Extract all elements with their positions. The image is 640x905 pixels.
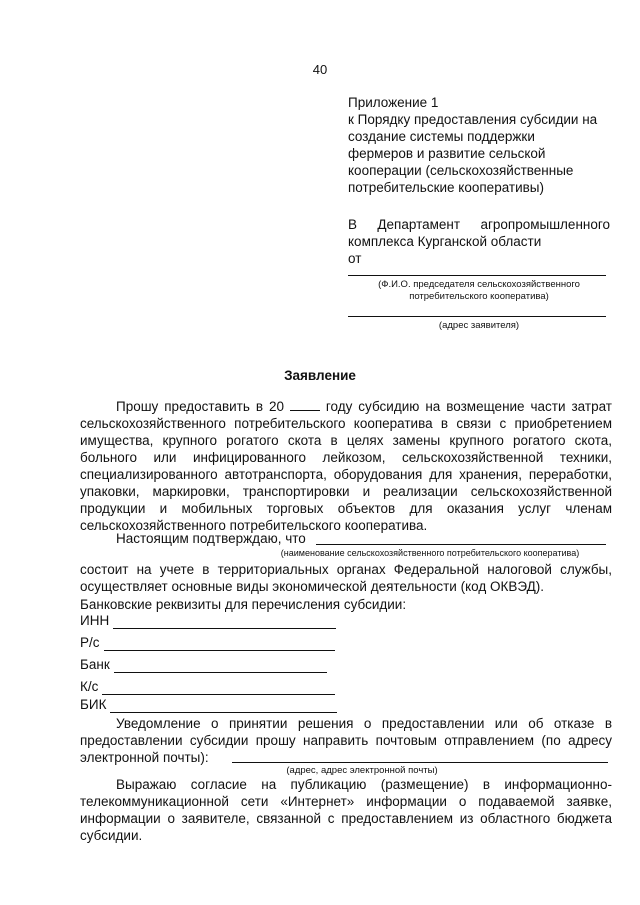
cooperative-name-caption: (наименование сельскохозяйственного потребительского кооператива) <box>280 548 580 558</box>
corr-account-input[interactable] <box>102 680 335 695</box>
appendix-line: Приложение 1 <box>348 95 439 110</box>
bank-field <box>80 656 327 673</box>
consent-text: Выражаю согласие на публикацию (размещение) в информационно-телекоммуникационной сети «Интернет» информации о подаваемой заявке, информации о заявителе, связанной с предоставлением из областного бюджета субсидии. <box>80 777 612 843</box>
account-input[interactable] <box>104 636 335 651</box>
account-label: Р/с <box>80 635 100 650</box>
addressee-line: В Департамент агропромышленного <box>348 217 610 232</box>
cooperative-name-line[interactable] <box>316 544 606 545</box>
email-address-line[interactable] <box>232 762 608 763</box>
caption-line: потребительского кооператива) <box>409 291 549 302</box>
request-text-end: году субсидию на возмещение части затрат сельскохозяйственного потребительского кооператива в связи с приобретением имущества, крупного рогатого скота в целях замены крупного рогатого скота, больного или инфицированного лейкозом, сельскохозяйственной техники, специализированного автотранспорта, оборудования для хранения, переработки, упаковки, маркировки, транспортировки и реализации сельскохозяйственной продукции и мобильных торговых объектов для оказания услуг членам сельскохозяйственного потребительского кооператива. <box>80 399 612 533</box>
caption-line: (Ф.И.О. председателя сельскохозяйственного <box>378 279 580 290</box>
appendix-line: фермеров и развитие сельской <box>348 146 546 161</box>
addressee-line: комплекса Курганской области <box>348 234 542 249</box>
inn-input[interactable] <box>113 614 336 629</box>
bank-label: Банк <box>80 657 110 672</box>
appendix-line: создание системы поддержки <box>348 129 535 144</box>
consent-paragraph <box>80 776 612 844</box>
bik-input[interactable] <box>110 698 337 713</box>
page-number: 40 <box>312 62 328 77</box>
inn-field <box>80 612 336 629</box>
applicant-address-line[interactable] <box>348 316 606 317</box>
year-blank[interactable] <box>290 398 320 411</box>
corr-account-label: К/с <box>80 679 99 694</box>
bank-heading: Банковские реквизиты для перечисления субсидии: <box>80 597 407 612</box>
addressee-block <box>348 216 610 267</box>
request-text-start: Прошу предоставить в 20 <box>116 399 284 414</box>
account-field <box>80 634 335 651</box>
bik-field <box>80 696 337 713</box>
bank-input[interactable] <box>114 658 327 673</box>
inn-label: ИНН <box>80 613 110 628</box>
confirm-text: состоит на учете в территориальных органах Федеральной налоговой службы, осуществляет основные виды экономической деятельности (код ОКВЭД). <box>80 562 612 594</box>
confirm-label: Настоящим подтверждаю, что <box>116 531 306 546</box>
applicant-name-caption <box>348 279 610 303</box>
applicant-address-caption: (адрес заявителя) <box>438 320 520 331</box>
applicant-name-line[interactable] <box>348 275 606 276</box>
notice-text: Уведомление о принятии решения о предоставлении или об отказе в предоставлении субсидии прошу направить почтовым отправлением (по адресу электронной почты): <box>80 716 612 765</box>
addressee-from: от <box>348 251 362 266</box>
corr-account-field <box>80 678 335 695</box>
request-paragraph <box>80 398 612 534</box>
appendix-line: кооперации (сельскохозяйственные <box>348 163 574 178</box>
email-address-caption: (адрес, адрес электронной почты) <box>286 765 438 776</box>
appendix-header <box>348 94 610 196</box>
notice-paragraph <box>80 715 612 766</box>
appendix-line: потребительские кооперативы) <box>348 180 545 195</box>
document-title: Заявление <box>284 368 356 383</box>
appendix-line: к Порядку предоставления субсидии на <box>348 112 598 127</box>
bik-label: БИК <box>80 697 107 712</box>
